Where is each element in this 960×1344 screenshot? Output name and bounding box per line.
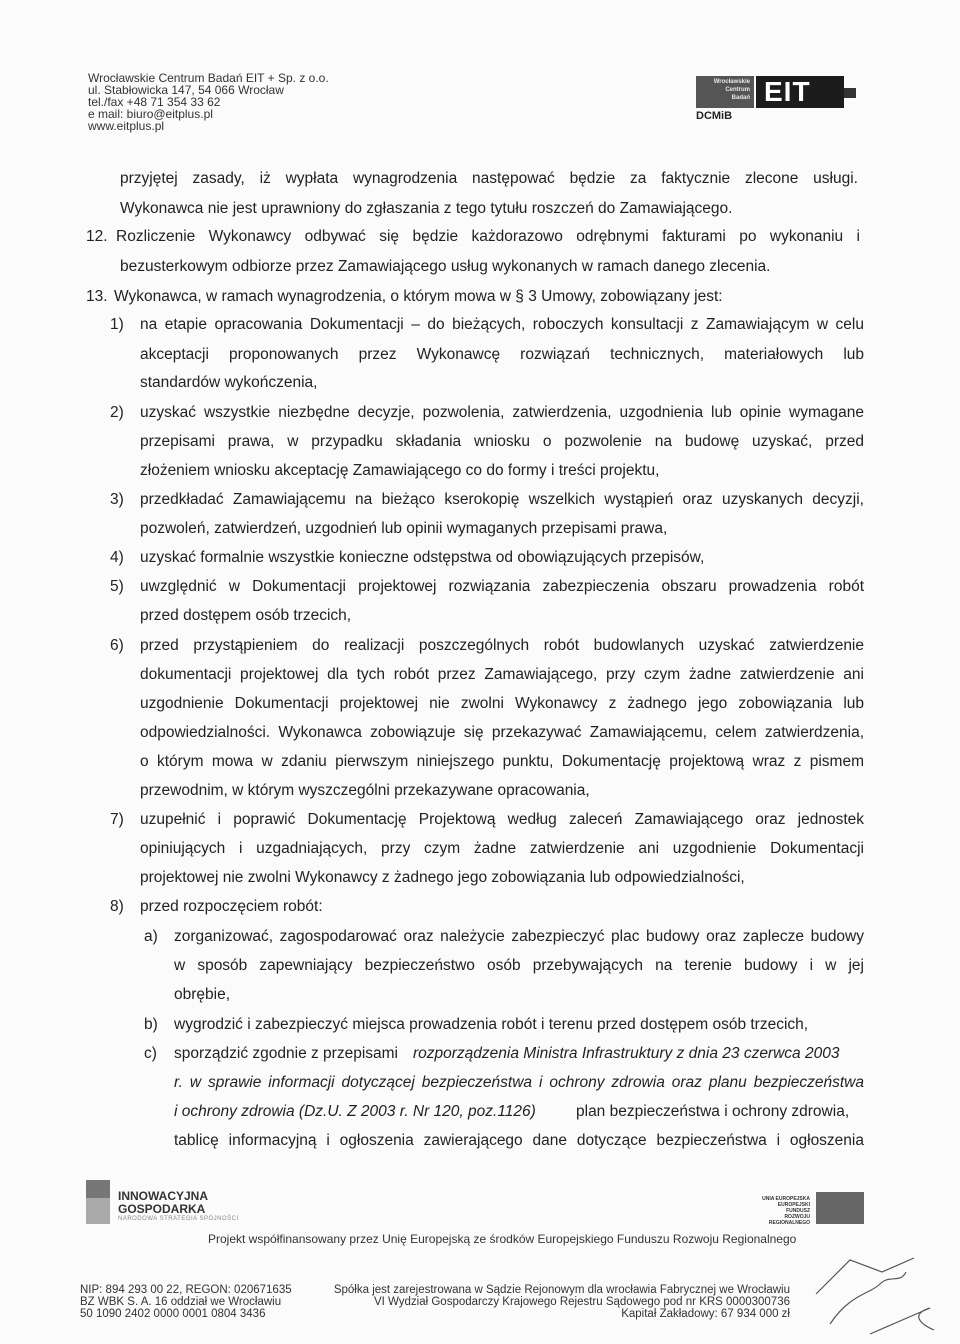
address-line: tel./fax +48 71 354 33 62 (88, 95, 221, 109)
address-line: www.eitplus.pl (88, 119, 165, 133)
body-line: uzgodnienie Dokumentacji projektowej nie zwolni Wykonawcy z żadnego jego zobowiązania lub (140, 695, 864, 712)
sub-marker: a) (144, 928, 158, 945)
body-line: w sposób zapewniający bezpieczeństwo osób przebywających na terenie budowy i w jej (174, 957, 864, 974)
body-line: uzyskać formalnie wszystkie konieczne odstępstwa od obowiązujących przepisów, (140, 549, 705, 566)
point-marker: 1) (110, 316, 124, 333)
company-registration-left: NIP: 894 293 00 22, REGON: 020671635 BZ WBK S. A. 16 oddział we Wrocławiu 50 1090 2402 0000 0001 0804 3436 (80, 1284, 292, 1320)
body-line: przewodnim, w którym wyszczególni przekazywane opracowania, (140, 782, 590, 799)
company-address (88, 72, 329, 132)
logo-main: EIT (756, 76, 844, 108)
address-line: Wrocławskie Centrum Badań EIT + Sp. z o.o. (88, 71, 329, 85)
body-line: przepisami prawa, w przypadku składania wniosku o pozwolenie na budowę uzyskać, przed (140, 433, 864, 450)
point-marker: 6) (110, 637, 124, 654)
regulation-title: i ochrony zdrowia (Dz.U. Z 2003 r. Nr 120, poz.1126) (174, 1103, 536, 1120)
body-line: wygrodzić i zabezpieczyć miejsca prowadzenia robót i terenu przed dostępem osób trzecich, (174, 1016, 809, 1033)
innowacyjna-gospodarka-logo: INNOWACYJNA GOSPODARKA NARODOWA STRATEGIA SPÓJNOŚCI (86, 1180, 246, 1224)
body-line: Rozliczenie Wykonawcy odbywać się będzie każdorazowo odrębnymi fakturami po wykonaniu i (116, 228, 860, 245)
body-line: uzupełnić i poprawić Dokumentację Projektową według zaleceń Zamawiającego oraz jednostek (140, 811, 864, 828)
point-marker: 2) (110, 404, 124, 421)
body-line: standardów wykończenia, (140, 374, 318, 391)
body-line: o którym mowa w zdaniu pierwszym niniejszego punktu, Dokumentację projektową wraz z pismem (140, 753, 864, 770)
eit-logo (696, 76, 856, 126)
body-line: projektowej nie zwolni Wykonawcy z żadnego jego zobowiązania lub odpowiedzialności, (140, 869, 745, 886)
logo-tab-shape (844, 88, 856, 98)
point-marker: 8) (110, 898, 124, 915)
body-line: uzyskać wszystkie niezbędne decyzje, pozwolenia, zatwierdzenia, uzgodnienia lub opinie wymagane (140, 404, 864, 421)
body-line: przedkładać Zamawiającemu na bieżąco kserokopię wszelkich wystąpień oraz uzyskanych decyzji, (140, 491, 864, 508)
body-line: bezusterkowym odbiorze przez Zamawiającego usług wykonanych w ramach danego zlecenia. (120, 258, 771, 275)
point-marker: 5) (110, 578, 124, 595)
body-line: obrębie, (174, 986, 231, 1003)
body-line: odpowiedzialności. Wykonawca zobowiązuje się przekazywać Zamawiającemu, celem zatwierdzenia, (140, 724, 864, 741)
body-line: na etapie opracowania Dokumentacji – do bieżących, roboczych konsultacji z Zamawiającym w celu (140, 316, 864, 333)
eu-logo: UNIA EUROPEJSKA EUROPEJSKI FUNDUSZ ROZWOJU REGIONALNEGO (760, 1192, 870, 1226)
logo-small-text: Wrocławskie Centrum Badań (696, 76, 754, 108)
body-line: akceptacji proponowanych przez Wykonawcę rozwiązań technicznych, materiałowych lub (140, 346, 864, 363)
body-line: przyjętej zasady, iż wypłata wynagrodzenia następować będzie za faktycznie zlecone usługi. (120, 170, 858, 187)
regulation-title: rozporządzenia Ministra Infrastruktury z dnia 23 czerwca 2003 (413, 1045, 840, 1062)
body-line: złożeniem wniosku akceptację Zamawiającego co do formy i treści projektu, (140, 462, 660, 479)
logo-sub: DCMiB (696, 110, 733, 122)
body-line: sporządzić zgodnie z przepisami (174, 1045, 398, 1062)
body-line: przed przystąpieniem do realizacji poszczególnych robót budowlanych uzyskać zatwierdzenie (140, 637, 864, 654)
body-line: plan bezpieczeństwa i ochrony zdrowia, (576, 1103, 850, 1120)
body-line: przed dostępem osób trzecich, (140, 607, 352, 624)
handwritten-signature (810, 1254, 940, 1340)
flag-icon (86, 1180, 110, 1224)
address-line: e mail: biuro@eitplus.pl (88, 107, 213, 121)
body-line: przed rozpoczęciem robót: (140, 898, 323, 915)
regulation-title: r. w sprawie informacji dotyczącej bezpieczeństwa i ochrony zdrowia oraz planu bezpieczeństwa (174, 1074, 864, 1091)
point-marker: 7) (110, 811, 124, 828)
sub-marker: b) (144, 1016, 158, 1033)
body-line: Wykonawca nie jest uprawniony do zgłaszania z tego tytułu roszczeń do Zamawiającego. (120, 200, 733, 217)
point-marker: 4) (110, 549, 124, 566)
eu-flag-icon (816, 1192, 864, 1224)
body-line: opiniujących i uzgadniających, przy czym żadne zatwierdzenie ani uzgodnienie Dokumentacji (140, 840, 864, 857)
cofinancing-note: Projekt współfinansowany przez Unię Europejską ze środków Europejskiego Funduszu Rozwoju Regionalnego (208, 1232, 797, 1246)
body-line: Wykonawca, w ramach wynagrodzenia, o którym mowa w § 3 Umowy, zobowiązany jest: (114, 288, 723, 305)
body-line: zorganizować, zagospodarować oraz należycie zabezpieczyć plac budowy oraz zaplecze budowy (174, 928, 864, 945)
point-marker: 13. (86, 288, 108, 305)
point-marker: 3) (110, 491, 124, 508)
body-line: uwzględnić w Dokumentacji projektowej rozwiązania zabezpieczenia obszaru prowadzenia robót (140, 578, 864, 595)
body-line: pozwoleń, zatwierdzeń, uzgodnień lub opinii wymaganych przepisami prawa, (140, 520, 668, 537)
body-line: dokumentacji projektowej dla tych robót przez Zamawiającego, przy czym żadne zatwierdzenie ani (140, 666, 864, 683)
point-marker: 12. (86, 228, 108, 245)
sub-marker: c) (144, 1045, 157, 1062)
company-registration-right: Spółka jest zarejestrowana w Sądzie Rejonowym dla wrocławia Fabrycznej we Wrocławiu VI Wydział Gospodarczy Krajowego Rejestru Sądowego pod nr KRS 0000300736 Kapitał Zakładowy: 67 934 000 zł (333, 1284, 790, 1320)
address-line: ul. Stabłowicka 147, 54 066 Wrocław (88, 83, 284, 97)
body-line: tablicę informacyjną i ogłoszenia zawierającego dane dotyczące bezpieczeństwa i ogłoszenia (174, 1132, 864, 1149)
